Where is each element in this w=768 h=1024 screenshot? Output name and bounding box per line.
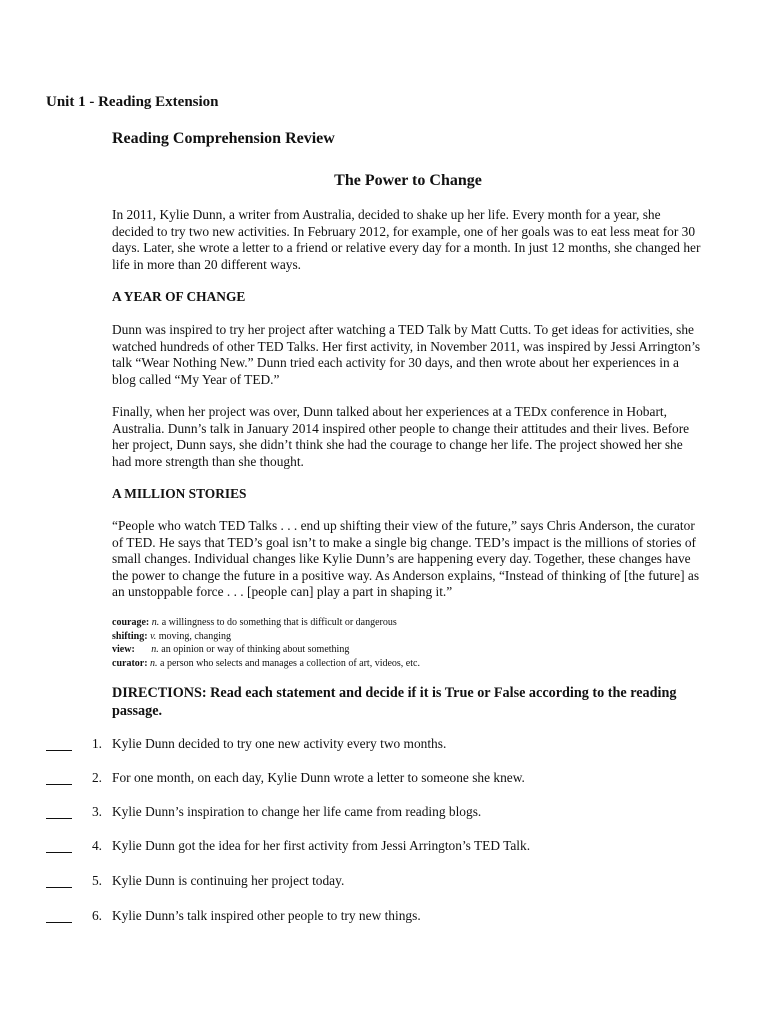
statement-item: [0, 736, 700, 756]
statement-text: Kylie Dunn is continuing her project today.: [112, 873, 345, 888]
review-heading: Reading Comprehension Review: [112, 130, 335, 147]
glossary-definition: an opinion or way of thinking about something: [161, 644, 350, 656]
statement-number: 5.: [91, 873, 102, 888]
answer-blank-5[interactable]: [46, 873, 72, 888]
statement-text: Kylie Dunn got the idea for her first activity from Jessi Arrington’s TED Talk.: [112, 838, 531, 853]
glossary-term: shifting:: [112, 630, 148, 642]
statement-number: 2.: [91, 770, 102, 785]
year-paragraph-2: Finally, when her project was over, Dunn talked about her experiences at a TEDx conference in Hobart, Australia. Dunn’s talk in January 2014 inspired other people to change their attitudes and their lives. Before her project, Dunn says, she didn’t think she had the courage to change her life. The project showed her she had more strength than she thought.: [112, 404, 690, 469]
statement-number: 3.: [91, 804, 102, 819]
intro-paragraph: In 2011, Kylie Dunn, a writer from Australia, decided to shake up her life. Every month for a year, she decided to try two new activities. In February 2012, for example, one of her goals was to eat less meat for 30 days. Later, she wrote a letter to a friend or relative every day for a month. In just 12 months, she changed her life in more than 20 different ways.: [112, 207, 701, 272]
statement-item: [0, 908, 700, 928]
glossary-term: view:: [112, 644, 135, 656]
statement-text: For one month, on each day, Kylie Dunn wrote a letter to someone she knew.: [112, 770, 525, 785]
statement-number: 4.: [91, 838, 102, 853]
statement-text: Kylie Dunn’s talk inspired other people to try new things.: [112, 908, 421, 923]
statement-number: 1.: [91, 736, 102, 751]
glossary-definition: moving, changing: [158, 630, 231, 642]
directions: DIRECTIONS: Read each statement and decide if it is True or False according to the reading passage.: [112, 685, 677, 719]
statement-text: Kylie Dunn decided to try one new activity every two months.: [112, 736, 447, 751]
answer-blank-6[interactable]: [46, 908, 72, 923]
glossary-entry: [112, 643, 702, 657]
glossary-part-of-speech: n.: [150, 657, 158, 669]
glossary-entry: [112, 616, 702, 630]
section-heading-million-stories: A MILLION STORIES: [112, 486, 247, 501]
statement-item: [0, 770, 700, 790]
glossary-term: courage:: [112, 617, 150, 628]
section-heading-year-of-change: A YEAR OF CHANGE: [112, 289, 246, 304]
story-title: The Power to Change: [334, 172, 482, 189]
answer-blank-1[interactable]: [46, 736, 72, 751]
million-paragraph: “People who watch TED Talks . . . end up shifting their view of the future,” says Chris Anderson, the curator of TED. He says that TED’s goal isn’t to make a single big change. TED’s impact is the millions of stories of small changes. Individual changes like Kylie Dunn’s are happening every day. Together, these changes have the power to change the future in a positive way. As Anderson explains, “Instead of thinking of [the future] as an unstoppable force . . . [people can] play a part in shaping it.”: [112, 518, 700, 600]
answer-blank-2[interactable]: [46, 770, 72, 785]
year-paragraph-1: Dunn was inspired to try her project after watching a TED Talk by Matt Cutts. To get ideas for activities, she watched hundreds of other TED Talks. Her first activity, in November 2011, was inspired by Jessi Arrington’s talk “Wear Nothing New.” Dunn tried each activity for 30 days, and then wrote about her experiences in a blog called “My Year of TED.”: [112, 322, 701, 387]
unit-heading: Unit 1 - Reading Extension: [46, 94, 219, 110]
glossary-entry: [112, 630, 702, 644]
answer-blank-3[interactable]: [46, 804, 72, 819]
glossary-part-of-speech: n.: [151, 644, 159, 656]
statement-item: [0, 804, 700, 824]
glossary-definition: a willingness to do something that is difficult or dangerous: [161, 617, 397, 628]
statement-text: Kylie Dunn’s inspiration to change her life came from reading blogs.: [112, 804, 482, 819]
answer-blank-4[interactable]: [46, 838, 72, 853]
glossary-part-of-speech: v.: [150, 630, 157, 642]
glossary-part-of-speech: n.: [151, 617, 160, 628]
statement-number: 6.: [91, 908, 102, 923]
glossary-entry: [112, 657, 702, 671]
glossary-list: [112, 616, 702, 670]
statement-item: [0, 873, 700, 893]
glossary-term: curator:: [112, 657, 148, 669]
glossary-definition: a person who selects and manages a collection of art, videos, etc.: [160, 657, 420, 669]
statement-item: [0, 838, 700, 858]
